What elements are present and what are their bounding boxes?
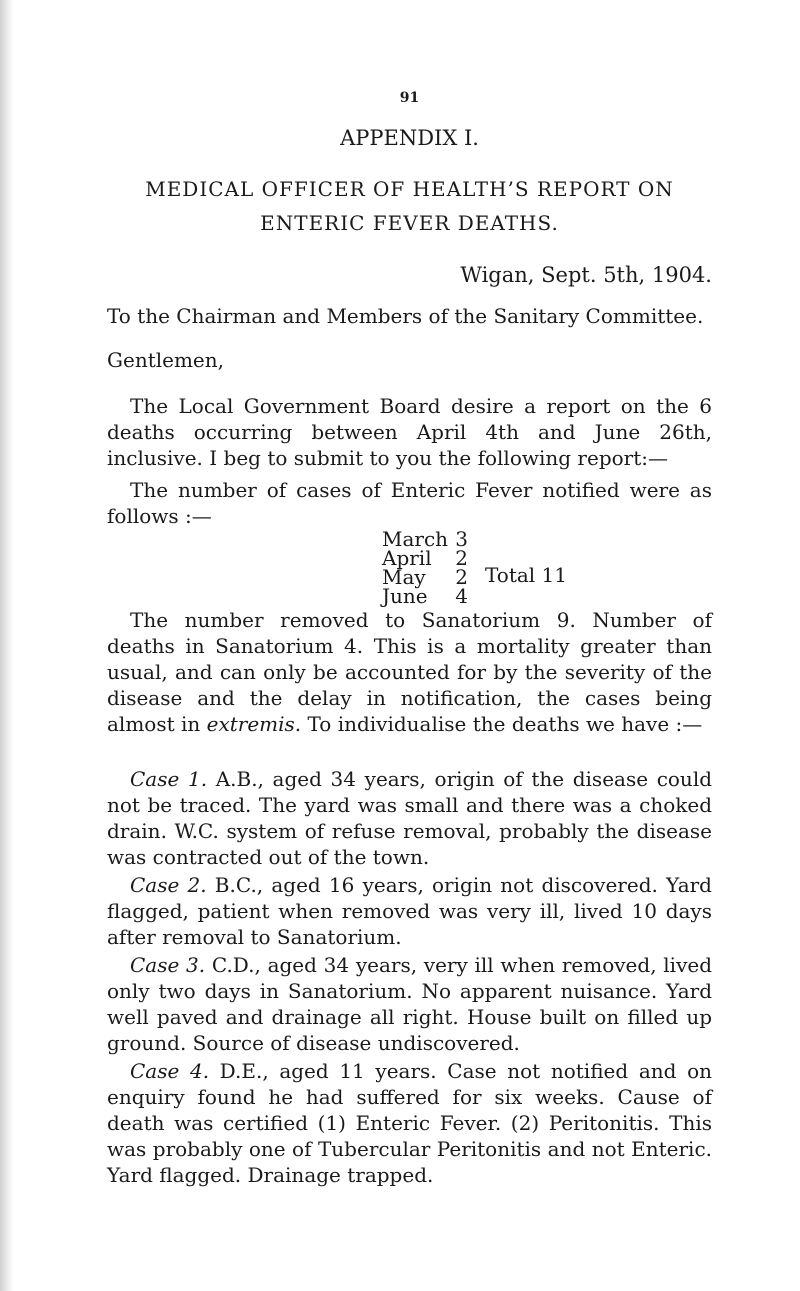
case-label: Case 2. — [130, 873, 207, 897]
notification-row — [382, 584, 468, 608]
case-label: Case 4. — [130, 1059, 210, 1083]
total-label: Total — [485, 563, 536, 587]
total-value: 11 — [541, 563, 567, 587]
case-paragraph — [107, 1058, 712, 1188]
case-text: B.C., aged 16 years, origin not discovered. Yard flagged, patient when removed was very ill, lived 10 days after removal to Sanatorium. — [107, 873, 712, 949]
appendix-heading: APPENDIX I. — [340, 126, 479, 150]
salutation: Gentlemen, — [107, 348, 225, 372]
case-label: Case 1. — [130, 767, 208, 791]
cases-intro-paragraph: The number of cases of Enteric Fever notified were as follows :— — [107, 478, 712, 528]
report-title — [107, 172, 712, 240]
title-line-1: MEDICAL OFFICER OF HEALTH’S REPORT ON — [145, 177, 674, 201]
notification-count: 3 — [455, 527, 468, 551]
dateline: Wigan, Sept. 5th, 1904. — [460, 263, 712, 287]
notification-list — [382, 527, 468, 608]
page-edge-shadow — [0, 0, 14, 1291]
notification-month: April — [382, 546, 432, 570]
notification-count: 2 — [455, 546, 468, 570]
addressee: To the Chairman and Members of the Sanitary Committee. — [107, 304, 704, 328]
intro-paragraph: The Local Government Board desire a report on the 6 deaths occurring between April 4th and June 26th, inclusive. I beg to submit to you the following report:— — [107, 394, 712, 470]
case-text: D.E., aged 11 years. Case not notified and on enquiry found he had suffered for six weeks. Cause of death was certified (1) Enteric Fever. (2) Peritonitis. This was probably one of Tubercular Peritonitis and not Enteric. Yard flagged. Drainage trapped. — [107, 1059, 712, 1187]
removed-text-end: To individualise the deaths we have :— — [301, 712, 703, 736]
case-paragraph — [107, 872, 712, 950]
removed-text-start: The number removed to Sanatorium 9. Number of deaths in Sanatorium 4. This is a mortality greater than usual, and can only be accounted for by the severity of the disease and the delay in notification, the cases being almost in — [107, 608, 712, 736]
page-number: 91 — [399, 90, 420, 106]
removed-text-italic: extremis. — [206, 712, 302, 736]
notification-month: May — [382, 565, 426, 589]
case-text: A.B., aged 34 years, origin of the disease could not be traced. The yard was small and there was a choked drain. W.C. system of refuse removal, probably the disease was contracted out of the town. — [107, 767, 713, 869]
case-paragraph — [107, 766, 712, 870]
case-label: Case 3. — [130, 953, 206, 977]
case-paragraph — [107, 952, 712, 1056]
case-text: C.D., aged 34 years, very ill when removed, lived only two days in Sanatorium. No apparent nuisance. Yard well paved and drainage all right. House built on filled up ground. Source of disease undiscovered. — [107, 953, 713, 1055]
notification-count: 2 — [455, 565, 468, 589]
notification-total — [485, 563, 567, 587]
title-line-2: ENTERIC FEVER DEATHS. — [260, 211, 559, 235]
removed-paragraph — [107, 607, 712, 737]
notification-count: 4 — [455, 584, 468, 608]
notification-month: June — [382, 584, 428, 608]
notification-month: March — [382, 527, 449, 551]
